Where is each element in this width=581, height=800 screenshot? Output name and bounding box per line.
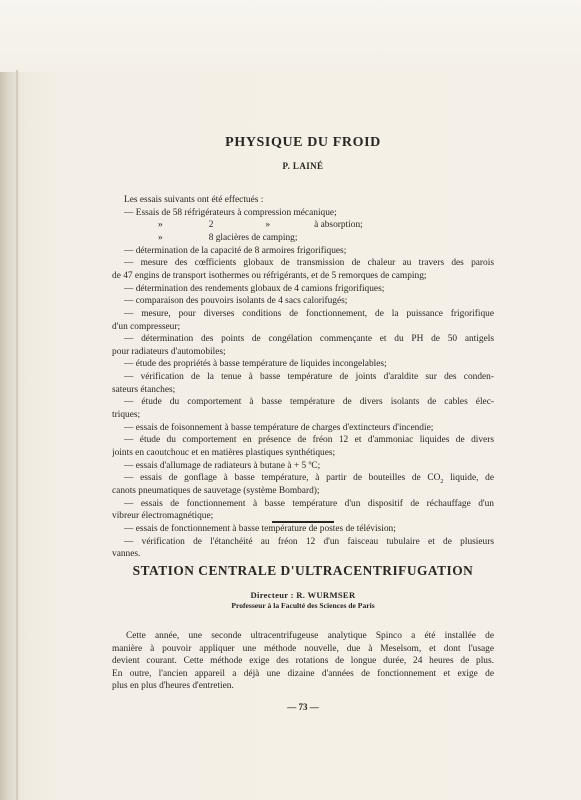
- text-line: — détermination des points de congélation commençante et du PH de 50 antigels: [124, 334, 494, 345]
- text-line: vannes.: [112, 549, 141, 560]
- text-line: — essais de fonctionnement à basse température de postes de télévision;: [124, 523, 396, 534]
- text-line: manière à pouvoir appliquer une méthode nouvelle, due à Meselsom, et dont l'usage: [112, 643, 494, 654]
- director-affiliation: Professeur à la Faculté des Sciences de Paris: [231, 601, 375, 610]
- text-line: devient courant. Cette méthode exige des rotations de longue durée, 24 heures de plus.: [112, 656, 494, 667]
- page-number: — 73 —: [287, 702, 319, 712]
- text-line: Les essais suivants ont été effectués :: [124, 195, 264, 205]
- text-line: — essais d'allumage de radiateurs à butane à + 5 ºC;: [124, 460, 321, 471]
- text-line: — mesure, pour diverses conditions de fonctionnement, de la puissance frigorifique: [124, 308, 494, 319]
- text-line: de 47 engins de transport isothermes ou réfrigérants, et de 5 remorques de camping;: [112, 270, 427, 281]
- section-title-physique-du-froid: PHYSIQUE DU FROID: [225, 135, 381, 150]
- text-line: » 8 glacières de camping;: [158, 232, 298, 243]
- text-line: — détermination des rendements globaux de 4 camions frigorifiques;: [124, 283, 385, 294]
- text-line: Cette année, une seconde ultracentrifugeuse analytique Spinco a été installée de: [126, 631, 494, 641]
- section-body-ultracentrifugation: [112, 630, 494, 693]
- text-line: — détermination de la capacité de 8 armoires frigorifiques;: [124, 245, 347, 256]
- text-line: — vérification de la tenue à basse température de joints d'araldite sur des conden-: [124, 372, 494, 383]
- text-line: — essais de foisonnement à basse température de charges d'extincteurs d'incendie;: [124, 422, 434, 433]
- text-line: d'un compresseur;: [112, 321, 181, 332]
- text-line: — Essais de 58 réfrigérateurs à compression mécanique;: [124, 207, 337, 218]
- text-line: pour radiateurs d'automobiles;: [112, 346, 226, 357]
- text-line: — étude du comportement en présence de fréon 12 et d'ammoniac liquides de divers: [124, 435, 494, 446]
- text-line: — essais de gonflage à basse température, à partir de bouteilles de $CO_2$ liquide, de: [124, 473, 494, 485]
- page-top-margin: [0, 0, 581, 72]
- text-line: » 2 » à absorption;: [158, 220, 363, 231]
- section-director: Directeur : R. WURMSER: [250, 590, 356, 600]
- text-line: En outre, l'ancien appareil a déjà une dizaine d'années de fonctionnement et exige de: [112, 668, 494, 679]
- section-title-ultracentrifugation: STATION CENTRALE D'ULTRACENTRIFUGATION: [132, 563, 474, 578]
- text-line: — essais de fonctionnement à basse température d'un dispositif de réchauffage d'un: [124, 498, 494, 509]
- text-line: joints en caoutchouc et en matières plastiques synthétiques;: [112, 448, 336, 459]
- text-line: plus en plus d'heures d'entretien.: [112, 681, 234, 692]
- section-author: P. LAINÉ: [282, 161, 324, 171]
- text-line: — étude des propriétés à basse température de liquides incongelables;: [124, 359, 387, 370]
- text-line: — vérification de l'étanchéité au fréon 12 d'un faisceau tubulaire et de plusieurs: [124, 536, 494, 547]
- section-divider: [272, 521, 334, 523]
- binding-gutter: [16, 70, 18, 800]
- text-line: — étude du comportement à basse température de divers isolants de cables élec-: [124, 397, 494, 408]
- text-line: triques;: [112, 410, 141, 421]
- text-line: vibreur électromagnétique;: [112, 511, 214, 522]
- section-body-essais: [112, 194, 494, 561]
- text-line: — comparaison des pouvoirs isolants de 4 sacs calorifugés;: [124, 296, 348, 307]
- text-line: — mesure des cœfficients globaux de transmission de chaleur au travers des parois: [124, 258, 494, 269]
- text-line: canots pneumatiques de sauvetage (système Bombard);: [112, 485, 320, 496]
- text-line: sateurs étanches;: [112, 384, 176, 395]
